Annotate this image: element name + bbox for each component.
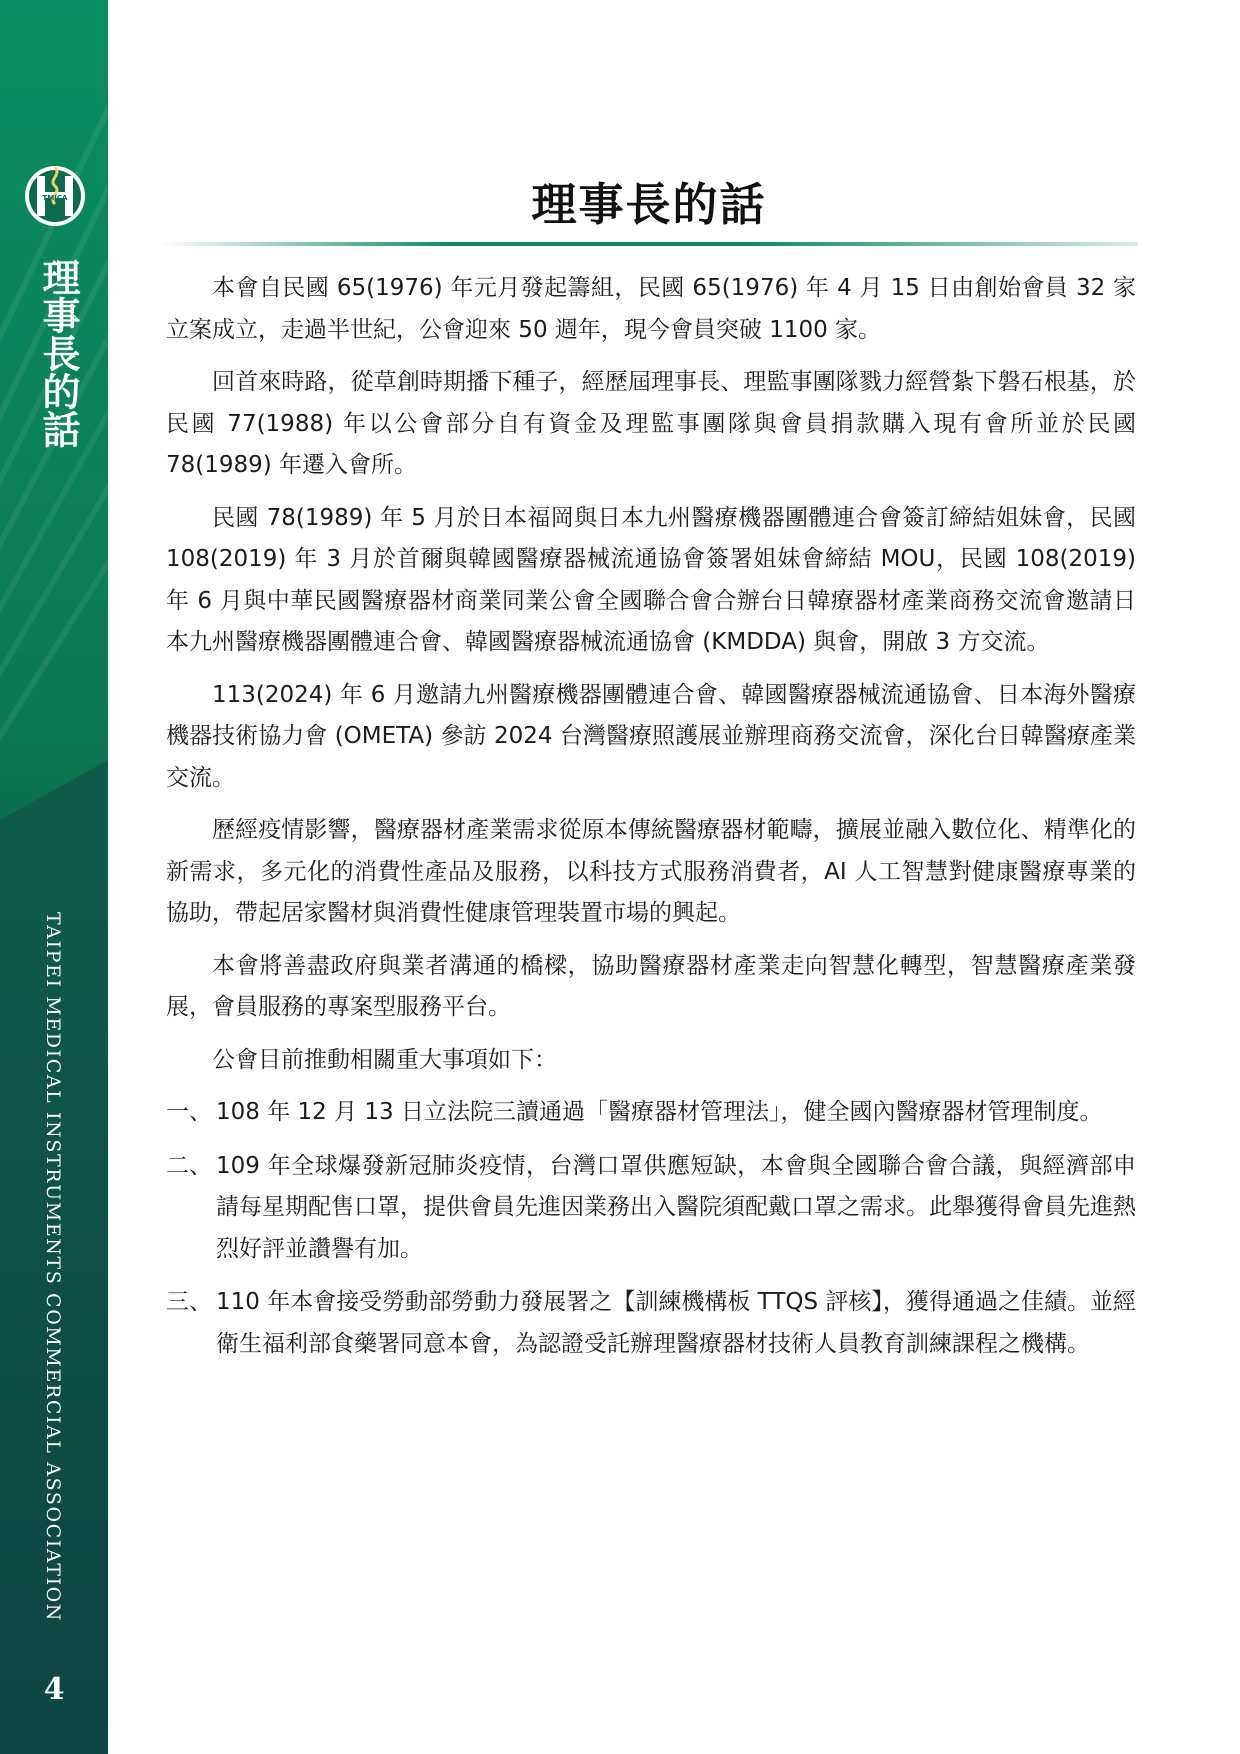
paragraph: 本會將善盡政府與業者溝通的橋樑，協助醫療器材產業走向智慧化轉型，智慧醫療產業發展，會員服務的專案型服務平台。 xyxy=(166,952,1136,1020)
list-item-text: 110 年本會接受勞動部勞動力發展署之【訓練機構板 TTQS 評核】，獲得通過之佳績。並經衛生福利部食藥署同意本會，為認證受託辦理醫療器材技術人員教育訓練課程之機構。 xyxy=(216,1289,1136,1357)
list-marker: 一、 xyxy=(166,1099,212,1125)
paragraph: 回首來時路，從草創時期播下種子，經歷屆理事長、理監事團隊戮力經營紮下磐石根基，於民國 77(1988) 年以公會部分自有資金及理監事團隊與會員捐款購入現有會所並於民國 78(1989) 年遷入會所。 xyxy=(166,369,1136,478)
list-item xyxy=(166,1092,1136,1134)
page-title: 理事長的話 xyxy=(531,178,767,231)
list-marker: 三、 xyxy=(166,1289,212,1315)
list-item xyxy=(166,1146,1136,1271)
list-item xyxy=(166,1282,1136,1365)
paragraph: 民國 78(1989) 年 5 月於日本福岡與日本九州醫療機器團體連合會簽訂締結姐妹會，民國 108(2019) 年 3 月於首爾與韓國醫療器械流通協會簽署姐妹會締結 MOU，民國 108(2019) 年 6 月與中華民國醫療器材商業同業公會全國聯合會合辦台日韓療器材產業商務交流會邀請日本九州醫療機器團體連合會、韓國醫療器械流通協會 (KMDDA) 與會，開啟 3 方交流。 xyxy=(166,504,1136,655)
key-items-list xyxy=(166,1092,1136,1365)
paragraph: 公會目前推動相關重大事項如下： xyxy=(212,1046,557,1073)
paragraph: 本會自民國 65(1976) 年元月發起籌組，民國 65(1976) 年 4 月 15 日由創始會員 32 家立案成立，走過半世紀，公會迎來 50 週年，現今會員突破 1100 家。 xyxy=(166,275,1136,343)
association-logo-icon xyxy=(22,160,88,230)
vertical-page-title: 理事長的話 xyxy=(36,258,81,448)
list-item-text: 109 年全球爆發新冠肺炎疫情，台灣口罩供應短缺，本會與全國聯合會合議，與經濟部申請每星期配售口罩，提供會員先進因業務出入醫院須配戴口罩之需求。此舉獲得會員先進熱烈好評並讚譽有加。 xyxy=(216,1152,1136,1262)
svg-text:TMICA: TMICA xyxy=(42,194,68,202)
list-marker: 二、 xyxy=(166,1152,212,1179)
sidebar xyxy=(0,0,108,1754)
paragraph: 歷經疫情影響，醫療器材產業需求從原本傳統醫療器材範疇，擴展並融入數位化、精準化的新需求，多元化的消費性產品及服務，以科技方式服務消費者，AI 人工智慧對健康醫療專業的協助，帶起居家醫材與消費性健康管理裝置市場的興起。 xyxy=(166,817,1136,926)
article-body xyxy=(166,268,1136,1377)
list-item-text: 108 年 12 月 13 日立法院三讀通過「醫療器材管理法」，健全國內醫療器材管理制度。 xyxy=(216,1099,1103,1125)
paragraph: 113(2024) 年 6 月邀請九州醫療機器團體連合會、韓國醫療器械流通協會、日本海外醫療機器技術協力會 (OMETA) 參訪 2024 台灣醫療照護展並辦理商務交流會，深化台日韓醫療產業交流。 xyxy=(166,681,1136,791)
title-underline xyxy=(160,242,1138,246)
association-name: TAIPEI MEDICAL INSTRUMENTS COMMERCIAL ASSOCIATION xyxy=(42,912,64,1622)
page-number: 4 xyxy=(43,1672,65,1707)
